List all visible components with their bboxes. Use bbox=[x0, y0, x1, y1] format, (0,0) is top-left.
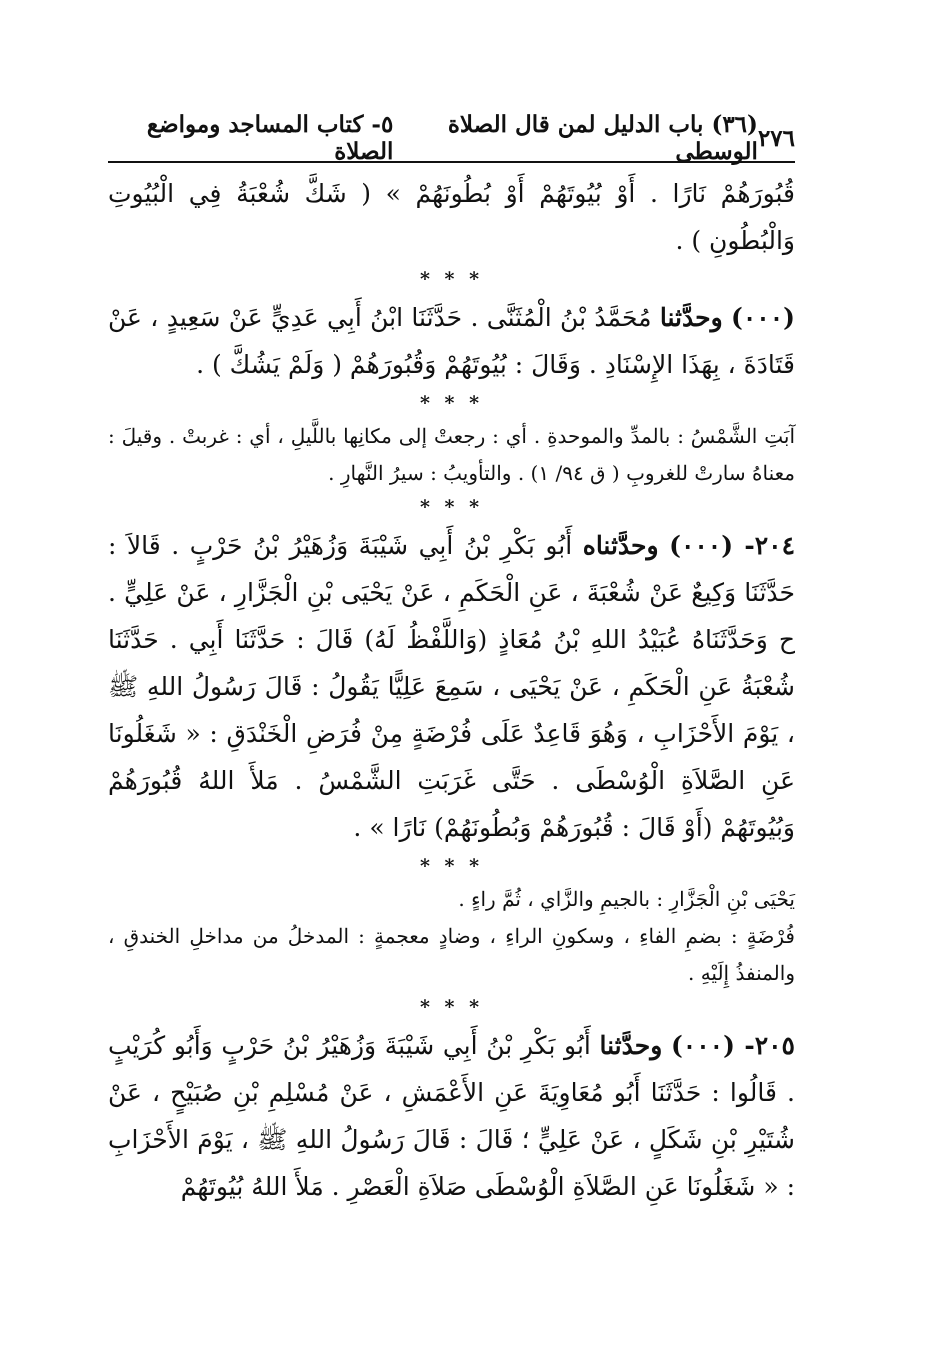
section-separator: * * * bbox=[419, 268, 484, 290]
note-text: فُرْضَةٍ : بضمِ الفاءِ ، وسكونِ الراءِ ، وضادٍ معجمةٍ : المدخلُ من مداخلِ الخندقِ ، والمنفذُ إِلَيْهِ . bbox=[108, 924, 795, 985]
commentary-note bbox=[108, 918, 795, 992]
commentary-note bbox=[108, 418, 795, 492]
section-separator: * * * bbox=[419, 996, 484, 1018]
hadith-text: أَبُو بَكْرِ بْنُ أَبِي شَيْبَةَ وَزُهَيْرُ بْنُ حَرْبٍ . قَالاَ : حَدَّثَنَا وَكِيعٌ عَنْ شُعْبَةَ ، عَنِ الْحَكَمِ ، عَنْ يَحْيَى بْنِ الْجَزَّارِ ، عَنْ عَلِيٍّ . ح وَحَدَّثَنَاهُ عُبَيْدُ اللهِ بْنُ مُعَاذٍ (وَاللَّفْظُ لَهُ) قَالَ : حَدَّثَنَا أَبِي . حَدَّثَنَا شُعْبَةُ عَنِ الْحَكَمِ ، عَنْ يَحْيَى ، سَمِعَ عَلِيًّا يَقُولُ : قَالَ رَسُولُ اللهِ ﷺ ، يَوْمَ الأَحْزَابِ ، وَهُوَ قَاعِدٌ عَلَى فُرْضَةٍ مِنْ فُرَضِ الْخَنْدَقِ : « شَغَلُونَا عَنِ الصَّلاَةِ الْوُسْطَى . حَتَّى غَرَبَتِ الشَّمْسُ . مَلأَ اللهُ قُبُورَهُمْ وَبُيُوتَهُمْ (أَوْ قَالَ : قُبُورَهُمْ وَبُطُونَهُمْ) نَارًا » . bbox=[108, 531, 795, 842]
page-content bbox=[108, 170, 795, 1210]
commentary-note bbox=[108, 881, 795, 918]
hadith-text: أَبُو بَكْرِ بْنُ أَبِي شَيْبَةَ وَزُهَيْرُ بْنُ حَرْبٍ وَأَبُو كُرَيْبٍ . قَالُوا : حَدَّثَنَا أَبُو مُعَاوِيَةَ عَنِ الأَعْمَشِ ، عَنْ مُسْلِمِ بْنِ صُبَيْحٍ ، عَنْ شُتَيْرِ بْنِ شَكَلٍ ، عَنْ عَلِيٍّ ؛ قَالَ : قَالَ رَسُولُ اللهِ ﷺ ، يَوْمَ الأَحْزَابِ : « شَغَلُونَا عَنِ الصَّلاَةِ الْوُسْطَى صَلاَةِ الْعَصْرِ . مَلأَ اللهُ بُيُوتَهُمْ bbox=[108, 1031, 795, 1201]
section-separator: * * * bbox=[419, 496, 484, 518]
hadith-paragraph bbox=[108, 294, 795, 388]
hadith-text: مُحَمَّدُ بْنُ الْمُثَنَّى . حَدَّثَنَا ابْنُ أَبِي عَدِيٍّ عَنْ سَعِيدٍ ، عَنْ قَتَادَةَ ، بِهَذَا الإِسْنَادِ . وَقَالَ : بُيُوتَهُمْ وَقُبُورَهُمْ ( وَلَمْ يَشُكَّ ) . bbox=[108, 303, 795, 379]
hadith-number: ٢٠٤- (٠٠٠) bbox=[669, 531, 796, 560]
note-text: يَحْيَى بْنِ الْجَزَّارِ : بالجيمِ والزَّاي ، ثُمَّ راءٍ . bbox=[458, 887, 795, 911]
hadith-number: (٠٠٠) bbox=[731, 303, 795, 332]
book-title: ٥- كتاب المساجد ومواضع الصلاة bbox=[146, 111, 394, 165]
header-rule bbox=[108, 161, 795, 163]
hadith-lead: وحدَّثنا bbox=[599, 1031, 663, 1060]
hadith-lead: وحدَّثناه bbox=[582, 531, 659, 560]
section-separator: * * * bbox=[419, 392, 484, 414]
page-number: ٢٧٦ bbox=[757, 124, 795, 152]
note-text: آبَتِ الشَّمْسُ : بالمدِّ والموحدةِ . أي : رجعتْ إلى مكانِها باللَّيلِ ، أي : غربتْ . وقيلَ : معناهُ سارتْ للغروبِ ( ق ٩٤/ ١) . والتأويبُ : سيرُ النَّهارِ . bbox=[108, 424, 795, 485]
hadith-text: قُبُورَهُمْ نَارًا . أَوْ بُيُوتَهُمْ أَوْ بُطُونَهُمْ » ( شَكَّ شُعْبَةُ فِي الْبُيُوتِ وَالْبُطُونِ ) . bbox=[108, 179, 795, 255]
hadith-paragraph bbox=[108, 1022, 795, 1210]
running-header bbox=[108, 111, 795, 165]
chapter-title: (٣٦) باب الدليل لمن قال الصلاة الوسطى bbox=[447, 111, 758, 165]
hadith-lead: وحدَّثنا bbox=[659, 303, 723, 332]
section-separator: * * * bbox=[419, 855, 484, 877]
hadith-number: ٢٠٥- (٠٠٠) bbox=[670, 1031, 795, 1060]
hadith-paragraph bbox=[108, 522, 795, 851]
hadith-continuation bbox=[108, 170, 795, 264]
